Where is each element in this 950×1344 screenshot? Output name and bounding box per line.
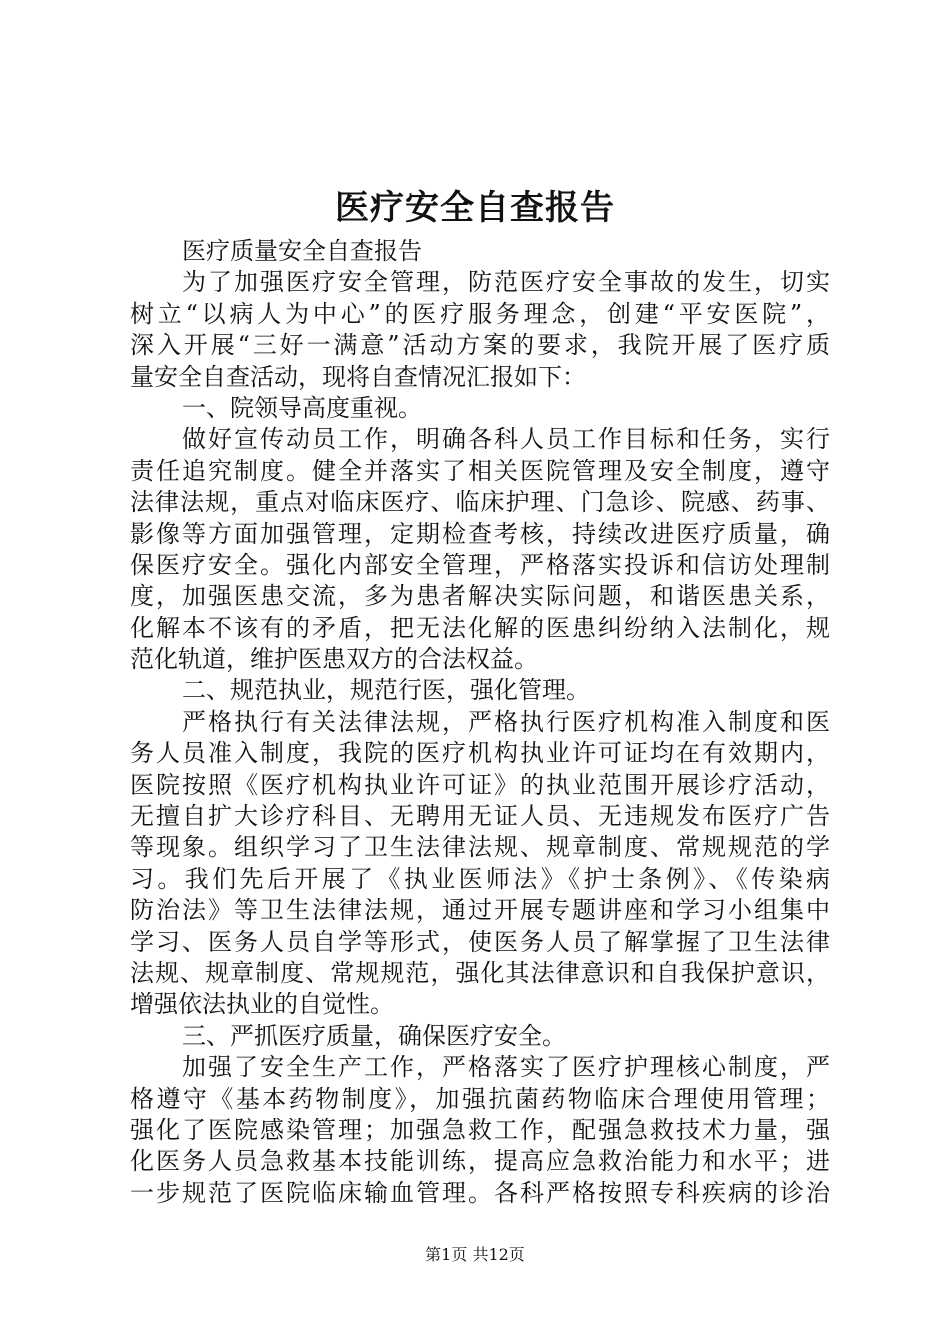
body-line: 做好宣传动员工作，明确各科人员工作目标和任务，实行 (182, 425, 830, 454)
body-line: 深入开展“三好一满意”活动方案的要求，我院开展了医疗质 (130, 331, 830, 360)
body-line: 强化了医院感染管理；加强急救工作，配强急救技术力量，强 (130, 1115, 830, 1144)
body-line: 二、规范执业，规范行医，强化管理。 (182, 676, 590, 705)
body-line: 三、严抓医疗质量，确保医疗安全。 (182, 1021, 566, 1050)
document-body (130, 236, 830, 1209)
body-line: 医院按照《医疗机构执业许可证》的执业范围开展诊疗活动， (130, 770, 830, 799)
body-line: 严格执行有关法律法规，严格执行医疗机构准入制度和医 (182, 707, 830, 736)
body-line: 量安全自查活动，现将自查情况汇报如下： (130, 362, 586, 391)
body-line: 化医务人员急救基本技能训练，提高应急救治能力和水平；进 (130, 1147, 830, 1176)
body-line: 一步规范了医院临床输血管理。各科严格按照专科疾病的诊治 (130, 1178, 830, 1207)
body-line: 法律法规，重点对临床医疗、临床护理、门急诊、院感、药事、 (130, 488, 830, 517)
body-line: 为了加强医疗安全管理，防范医疗安全事故的发生，切实 (182, 268, 830, 297)
body-line: 学习、医务人员自学等形式，使医务人员了解掌握了卫生法律 (130, 927, 830, 956)
body-line: 增强依法执业的自觉性。 (130, 990, 394, 1019)
body-line: 习。我们先后开展了《执业医师法》《护士条例》、《传染病 (130, 864, 830, 893)
body-line: 格遵守《基本药物制度》，加强抗菌药物临床合理使用管理； (130, 1084, 830, 1113)
page-footer: 第1页 共12页 (425, 1245, 525, 1264)
body-line: 等现象。组织学习了卫生法律法规、规章制度、常规规范的学 (130, 833, 830, 862)
body-line: 责任追究制度。健全并落实了相关医院管理及安全制度，遵守 (130, 456, 830, 485)
body-line: 度，加强医患交流，多为患者解决实际问题，和谐医患关系， (130, 582, 830, 611)
body-line: 法规、规章制度、常规规范，强化其法律意识和自我保护意识， (130, 958, 830, 987)
body-line: 一、院领导高度重视。 (182, 393, 422, 422)
body-line: 范化轨道，维护医患双方的合法权益。 (130, 645, 538, 674)
body-line: 医疗质量安全自查报告 (182, 237, 422, 265)
body-line: 影像等方面加强管理，定期检查考核，持续改进医疗质量，确 (130, 519, 830, 548)
body-line: 化解本不该有的矛盾，把无法化解的医患纠纷纳入法制化，规 (130, 613, 830, 642)
body-line: 无擅自扩大诊疗科目、无聘用无证人员、无违规发布医疗广告 (130, 802, 830, 831)
body-line: 务人员准入制度，我院的医疗机构执业许可证均在有效期内， (130, 739, 830, 768)
body-line: 树立“以病人为中心”的医疗服务理念，创建“平安医院”， (130, 299, 830, 328)
body-line: 保医疗安全。强化内部安全管理，严格落实投诉和信访处理制 (130, 550, 830, 579)
document-title: 医疗安全自查报告 (335, 188, 615, 228)
body-line: 防治法》等卫生法律法规，通过开展专题讲座和学习小组集中 (130, 896, 830, 925)
body-line: 加强了安全生产工作，严格落实了医疗护理核心制度，严 (182, 1053, 830, 1082)
